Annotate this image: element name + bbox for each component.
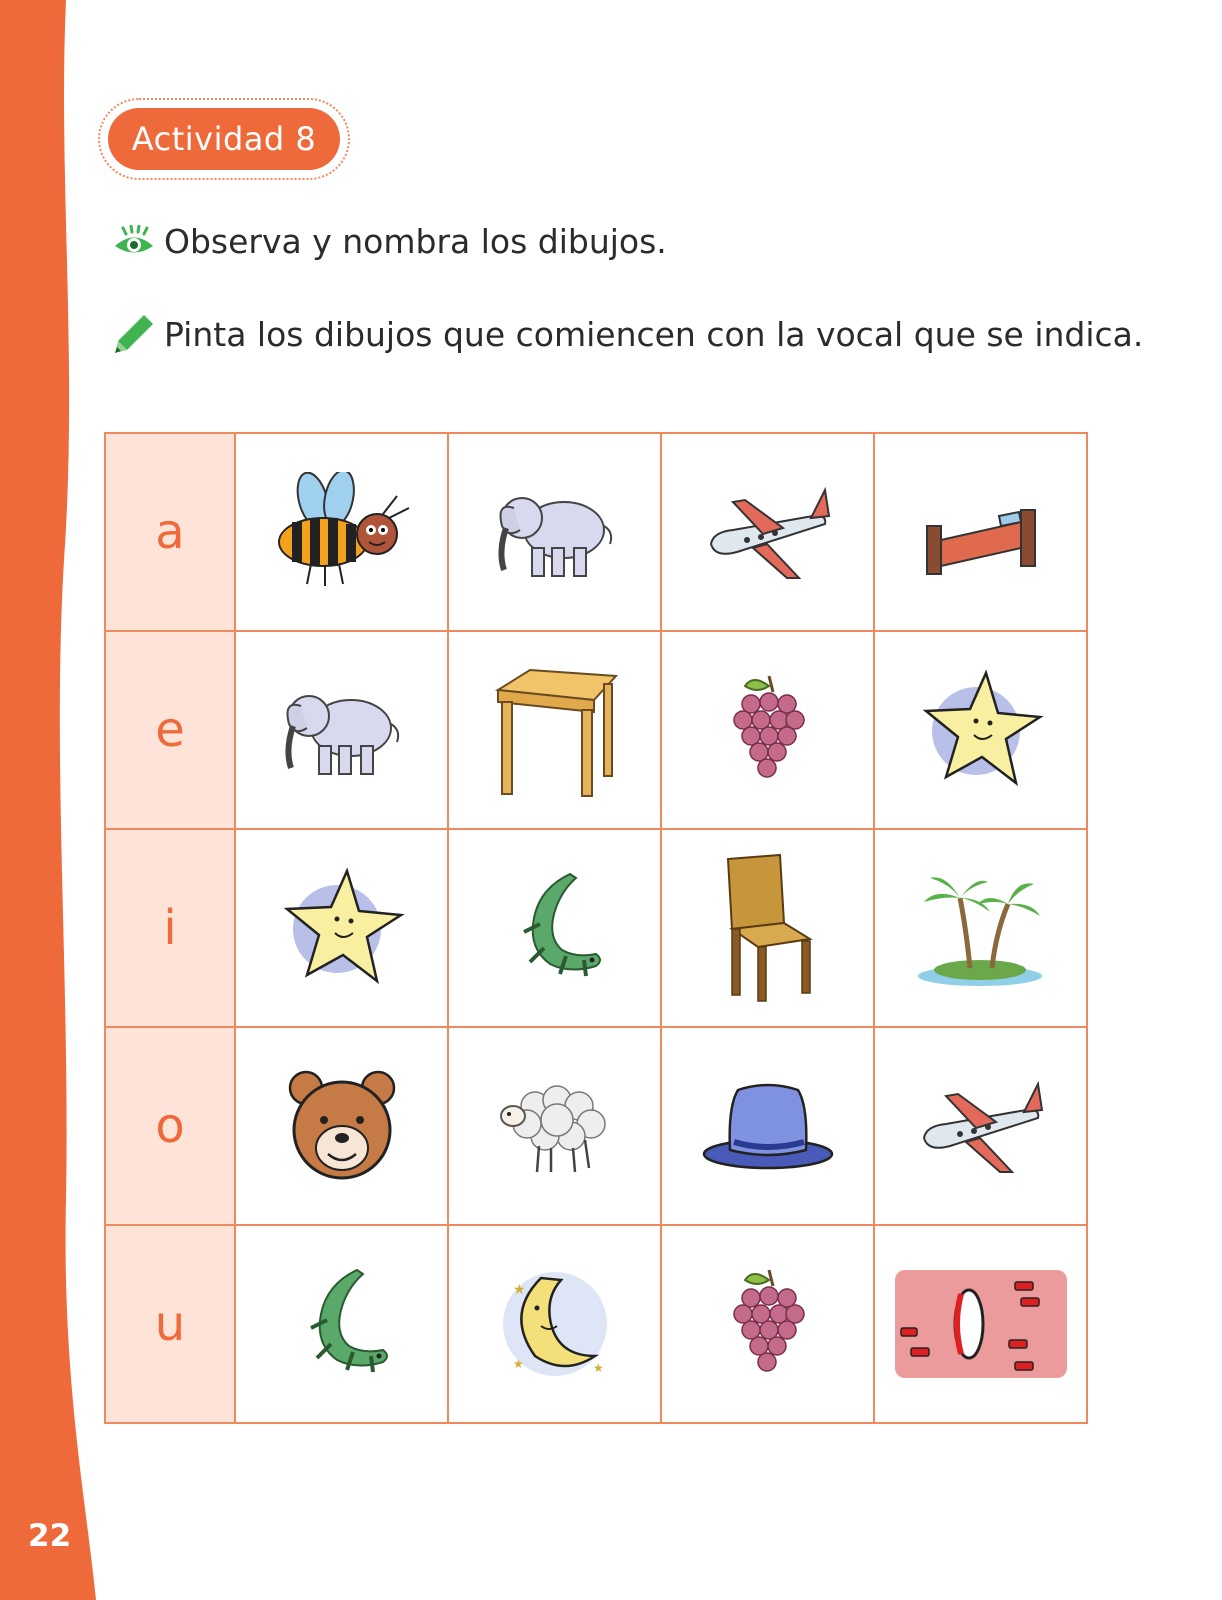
- moon-icon: [495, 1264, 615, 1384]
- instruction-observe-text: Observa y nombra los dibujos.: [164, 222, 667, 261]
- vowel-i: i: [105, 829, 235, 1027]
- vowel-a: a: [105, 433, 235, 631]
- picture-cell[interactable]: [235, 631, 448, 829]
- picture-cell[interactable]: [448, 1027, 661, 1225]
- star-icon: [916, 665, 1046, 795]
- elephant-icon: [490, 482, 620, 582]
- airplane-icon: [703, 482, 833, 582]
- table-icon: [490, 660, 620, 800]
- hat-icon: [698, 1076, 838, 1176]
- side-band: [0, 0, 110, 1600]
- picture-cell[interactable]: [235, 1027, 448, 1225]
- picture-cell[interactable]: [874, 1027, 1087, 1225]
- picture-cell[interactable]: [448, 433, 661, 631]
- picture-cell[interactable]: [235, 433, 448, 631]
- grid-row-e: [105, 631, 1087, 829]
- vowel-picture-grid: [104, 432, 1088, 1424]
- star-icon: [277, 863, 407, 993]
- bear-icon: [282, 1066, 402, 1186]
- chair-icon: [718, 853, 818, 1003]
- picture-cell[interactable]: [661, 631, 874, 829]
- picture-cell[interactable]: [661, 1225, 874, 1423]
- picture-cell[interactable]: [874, 1225, 1087, 1423]
- pencil-icon: [112, 312, 156, 356]
- picture-cell[interactable]: [448, 829, 661, 1027]
- bee-icon: [267, 472, 417, 592]
- picture-cell[interactable]: [661, 1027, 874, 1225]
- picture-cell[interactable]: [661, 433, 874, 631]
- grid-row-i: [105, 829, 1087, 1027]
- island-icon: [916, 868, 1046, 988]
- eye-icon: [112, 225, 156, 259]
- iguana-icon: [500, 868, 610, 988]
- page-number: 22: [28, 1518, 72, 1554]
- grapes-icon: [723, 1264, 813, 1384]
- instruction-paint: [112, 312, 1143, 356]
- grid-row-u: [105, 1225, 1087, 1423]
- picture-cell[interactable]: [235, 829, 448, 1027]
- picture-cell[interactable]: [235, 1225, 448, 1423]
- vowel-e: e: [105, 631, 235, 829]
- picture-cell[interactable]: [874, 829, 1087, 1027]
- window-icon: [891, 1264, 1071, 1384]
- activity-badge: [98, 98, 350, 180]
- elephant-icon: [277, 680, 407, 780]
- svg-text:★: ★: [512, 1282, 526, 1298]
- svg-text:★: ★: [512, 1357, 524, 1371]
- bed-icon: [921, 482, 1041, 582]
- instruction-observe: [112, 222, 667, 261]
- airplane-icon: [916, 1076, 1046, 1176]
- picture-cell[interactable]: [874, 631, 1087, 829]
- vowel-o: o: [105, 1027, 235, 1225]
- vowel-u: u: [105, 1225, 235, 1423]
- grid-row-a: [105, 433, 1087, 631]
- sheep-icon: [495, 1076, 615, 1176]
- picture-cell[interactable]: [661, 829, 874, 1027]
- svg-text:★: ★: [592, 1361, 604, 1375]
- picture-cell[interactable]: [448, 1225, 661, 1423]
- instruction-paint-text: Pinta los dibujos que comiencen con la vocal que se indica.: [164, 314, 1144, 354]
- grid-row-o: [105, 1027, 1087, 1225]
- activity-title: Actividad 8: [108, 108, 340, 170]
- grapes-icon: [723, 670, 813, 790]
- picture-cell[interactable]: [874, 433, 1087, 631]
- iguana-icon: [287, 1264, 397, 1384]
- picture-cell[interactable]: [448, 631, 661, 829]
